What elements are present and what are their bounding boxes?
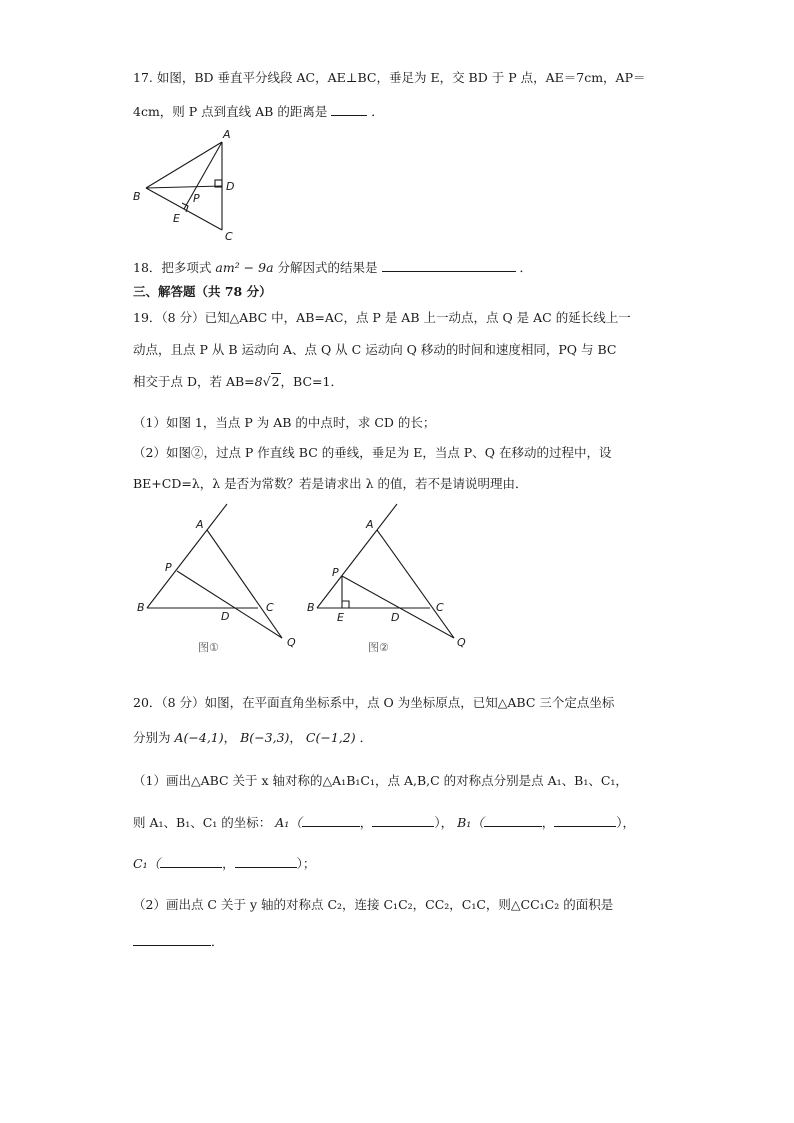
fig2-seg-ba (317, 530, 377, 608)
q17-label-p: P (193, 192, 200, 205)
q18-answer-blank[interactable] (382, 259, 516, 272)
fig1-label-p: P (165, 561, 172, 574)
q17-line2-end: ． (371, 104, 384, 119)
q19-figure-1 (130, 500, 310, 658)
q17-answer-blank[interactable] (331, 103, 367, 116)
fig2-label-b: B (307, 601, 315, 614)
q20-a1-comma: ， (359, 815, 373, 830)
q19-radicand: 2 (271, 374, 280, 389)
q17-label-e: E (173, 212, 180, 225)
q20-b1-comma: ， (541, 815, 555, 830)
q20-part1-line2-text: 则 A₁、B₁、C₁ 的坐标： (133, 815, 272, 830)
fig1-seg-ba (147, 530, 207, 608)
q20-part2: （2）画出点 C 关于 y 轴的对称点 C₂，连接 C₁C₂，CC₂，C₁C，则△CC₁C₂ 的面积是 (133, 897, 614, 912)
q20-part1-line1: （1）画出△ABC 关于 x 轴对称的△A₁B₁C₁，点 A,B,C 的对称点分别是点 A₁、B₁、C₁， (133, 773, 628, 788)
fig1-label-b: B (137, 601, 145, 614)
q17-label-b: B (133, 190, 141, 203)
q20-c1-close: ）； (296, 856, 316, 871)
q20-point-a: A(−4,1) (174, 730, 224, 745)
q20-line2-text: 分别为 (133, 730, 171, 745)
fig2-label-a: A (366, 518, 374, 531)
fig1-seg-a-ext (207, 504, 227, 530)
q20-part1-line3 (133, 854, 315, 872)
q20-line1: 20．（8 分）如图，在平面直角坐标系中，点 O 为坐标原点，已知△ABC 三个定点坐标 (133, 695, 615, 710)
q19-line3-end: ，BC=1． (280, 374, 343, 389)
fig2-label-e: E (337, 611, 344, 624)
fig2-label-d: D (391, 611, 400, 624)
q19-part2-line1: （2）如图②，过点 P 作直线 BC 的垂线，垂足为 E，当点 P、Q 在移动的过程中，设 (133, 445, 612, 460)
q17-label-d: D (226, 180, 235, 193)
fig1-label-c: C (266, 601, 274, 614)
q19-part2-line2: BE+CD=λ，λ 是否为常数？若是请求出 λ 的值，若不是请说明理由． (133, 476, 528, 491)
q20-point-b: B(−3,3) (240, 730, 290, 745)
q17-seg-bd (146, 186, 222, 188)
q18-text-a: 18．把多项式 (133, 260, 212, 275)
q17-seg-ab (146, 142, 222, 188)
q19-coefficient: 8 (254, 374, 263, 389)
fig1-caption: 图① (198, 641, 219, 654)
fig2-label-c: C (436, 601, 444, 614)
q19-line1: 19．（8 分）已知△ABC 中，AB=AC，点 P 是 AB 上一动点，点 Q 是 AC 的延长线上一 (133, 310, 631, 325)
q20-b1-label: B₁（ (457, 815, 484, 830)
fig2-seg-a-ext (377, 504, 397, 530)
q20-point-c: C(−1,2) (305, 730, 356, 745)
q20-b1-y-blank[interactable] (554, 814, 616, 827)
q19-figure-2 (302, 500, 482, 658)
q20-line2: 分别为 A(−4,1)， B(−3,3)， C(−1,2) ． (133, 730, 373, 745)
q19-line3 (133, 372, 343, 390)
q17-label-c: C (225, 230, 233, 243)
q20-b1-close: ）， (616, 815, 636, 830)
fig2-seg-aq (377, 530, 454, 638)
q17-line2 (133, 102, 384, 120)
q19-line2: 动点，且点 P 从 B 运动向 A、点 Q 从 C 运动向 Q 移动的时间和速度相同，PQ 与 BC (133, 342, 617, 357)
q20-c1-x-blank[interactable] (160, 855, 222, 868)
q18-text-c: ． (519, 260, 533, 275)
q17-label-a: A (223, 128, 231, 141)
fig1-label-d: D (221, 610, 230, 623)
fig1-seg-aq (207, 530, 282, 638)
fig2-caption: 图② (368, 641, 389, 654)
q20-a1-x-blank[interactable] (302, 814, 360, 827)
q20-c1-label: C₁（ (133, 856, 161, 871)
q18-text-b: 分解因式的结果是 (277, 260, 378, 275)
fig2-label-p: P (332, 566, 339, 579)
q20-part2-end: ． (211, 934, 224, 949)
q17-seg-ae (184, 142, 222, 209)
q18-expression: am² − 9a (215, 260, 274, 275)
q20-part2-answer (133, 932, 224, 950)
q20-b1-x-blank[interactable] (484, 814, 542, 827)
q17-figure (128, 126, 248, 244)
q20-line2-end: ． (359, 730, 373, 745)
fig1-label-q: Q (287, 636, 296, 649)
q19-line3-text: 相交于点 D，若 AB= (133, 374, 255, 389)
q20-c1-y-blank[interactable] (235, 855, 297, 868)
q20-area-blank[interactable] (133, 933, 211, 946)
q19-sqrt-sign: √ (262, 374, 271, 389)
q18-line (133, 258, 532, 276)
q20-part1-line2 (133, 813, 635, 831)
q17-line1: 17. 如图，BD 垂直平分线段 AC，AE⊥BC，垂足为 E，交 BD 于 P 点，AE＝7cm，AP＝ (133, 70, 646, 85)
q17-line2-text: 4cm，则 P 点到直线 AB 的距离是 (133, 104, 328, 119)
q20-a1-y-blank[interactable] (372, 814, 434, 827)
q19-part1: （1）如图 1，当点 P 为 AB 的中点时，求 CD 的长； (133, 415, 436, 430)
q20-a1-close: ）， (434, 815, 454, 830)
q20-a1-label: A₁（ (275, 815, 302, 830)
section3-title: 三、解答题（共 78 分） (133, 284, 272, 299)
fig1-label-a: A (196, 518, 204, 531)
q20-c1-comma: ， (222, 856, 235, 871)
fig2-label-q: Q (457, 636, 466, 649)
fig2-right-angle-e (342, 601, 349, 608)
